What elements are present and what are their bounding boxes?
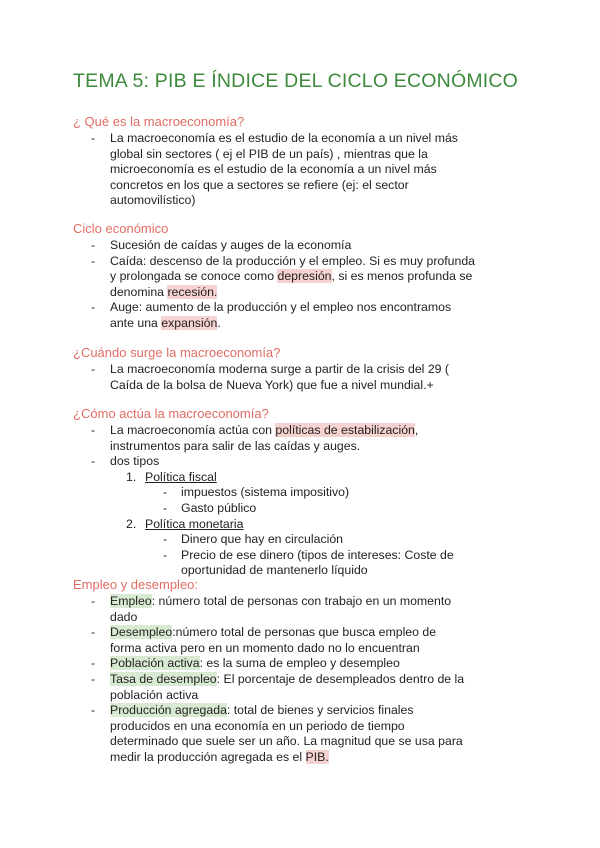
text-line: La macroeconomía es el estudio de la economía a un nivel más <box>110 131 458 145</box>
bullet-item <box>73 454 543 470</box>
section-economic-cycle <box>73 220 543 332</box>
sub-bullet-item <box>73 548 543 579</box>
dash-bullet: - <box>163 485 168 500</box>
dash-bullet: - <box>163 500 168 515</box>
bullet-item <box>73 131 543 209</box>
text-line: Auge: aumento de la producción y el empleo nos encontramos <box>110 300 452 315</box>
text-line: La macroeconomía actúa con políticas de estabilización, <box>110 423 419 437</box>
dash-bullet: - <box>91 656 96 671</box>
section-heading: ¿ Qué es la macroeconomía? <box>73 114 245 129</box>
section-when-macroeconomics <box>73 344 543 393</box>
sub-bullet-item <box>73 501 543 517</box>
section-employment <box>73 576 543 766</box>
text-line: oportunidad de mantenerlo líquido <box>181 563 368 578</box>
text-line: instrumentos para salir de las caídas y auges. <box>110 438 361 453</box>
text-line: y prolongada se conoce como depresión, si es menos profunda se <box>110 269 473 284</box>
highlight-depresion: depresión <box>277 269 332 284</box>
bullet-item <box>73 656 543 672</box>
item-number: 1. <box>126 469 137 484</box>
text-line: impuestos (sistema impositivo) <box>181 485 350 500</box>
text-line: Caída: descenso de la producción y el empleo. Si es muy profunda <box>110 253 476 268</box>
text-line: producidos en una economía en un periodo de tiempo <box>110 718 405 733</box>
text-line: dado <box>110 609 138 624</box>
text-line: dos tipos <box>110 454 160 469</box>
text-line: Empleo: número total de personas con trabajo en un momento <box>110 594 452 608</box>
text-line: ante una expansión. <box>110 315 221 330</box>
text-line: automovilístico) <box>110 193 196 208</box>
dash-bullet: - <box>91 703 96 718</box>
highlight-politicas: políticas de estabilización <box>275 423 415 437</box>
highlight-desempleo: Desempleo <box>110 625 173 640</box>
dash-bullet: - <box>91 362 96 376</box>
dash-bullet: - <box>91 423 96 437</box>
section-how-macroeconomics-acts <box>73 405 543 579</box>
sub-bullet-item <box>73 485 543 501</box>
text-line: población activa <box>110 687 199 702</box>
text-line: forma activa pero en un momento dado no lo encuentran <box>110 640 420 655</box>
text-line: Caída de la bolsa de Nueva York) que fue a nivel mundial.+ <box>110 377 434 392</box>
item-number: 2. <box>126 516 137 531</box>
highlight-recesion: recesión. <box>167 284 218 299</box>
dash-bullet: - <box>91 671 96 686</box>
text-line: La macroeconomía moderna surge a partir de la crisis del 29 ( <box>110 362 450 376</box>
bullet-item <box>73 672 543 703</box>
text-line: Población activa: es la suma de empleo y desempleo <box>110 656 400 671</box>
text-line: Precio de ese dinero (tipos de intereses: Coste de <box>181 547 454 562</box>
text-line: denomina recesión. <box>110 284 218 299</box>
dash-bullet: - <box>91 238 96 252</box>
section-heading: ¿Cómo actúa la macroeconomía? <box>73 406 269 421</box>
highlight-expansion: expansión <box>161 315 218 330</box>
section-heading: Ciclo económico <box>73 221 169 236</box>
bullet-item <box>73 703 543 765</box>
text-line: medir la producción agregada es el PIB. <box>110 749 329 764</box>
text-line: Dinero que hay en circulación <box>181 532 344 547</box>
highlight-empleo: Empleo <box>110 594 152 608</box>
page-title: TEMA 5: PIB E ÍNDICE DEL CICLO ECONÓMICO <box>73 70 519 92</box>
text-line: Gasto público <box>181 500 257 515</box>
highlight-pib: PIB. <box>305 749 329 764</box>
numbered-item-fiscal <box>73 470 543 486</box>
sub-bullet-item <box>73 532 543 548</box>
text-line: determinado que suele ser un año. La magnitud que se usa para <box>110 734 463 749</box>
dash-bullet: - <box>91 300 96 315</box>
dash-bullet: - <box>91 594 96 608</box>
dash-bullet: - <box>163 547 168 562</box>
dash-bullet: - <box>91 625 96 640</box>
section-heading: Empleo y desempleo: <box>73 577 199 592</box>
highlight-tasa-desempleo: Tasa de desempleo <box>110 671 217 686</box>
text-line: Desempleo:número total de personas que busca empleo de <box>110 625 437 640</box>
highlight-produccion-agregada: Producción agregada <box>110 703 227 718</box>
dash-bullet: - <box>91 454 96 469</box>
dash-bullet: - <box>91 131 96 145</box>
highlight-poblacion-activa: Población activa <box>110 656 200 671</box>
text-line: concretos en los que a sectores se refiere (ej: el sector <box>110 177 409 192</box>
dash-bullet: - <box>163 532 168 547</box>
bullet-item <box>73 362 543 393</box>
item-label: Política fiscal <box>145 469 217 484</box>
bullet-item <box>73 423 543 454</box>
bullet-item <box>73 254 543 301</box>
bullet-item <box>73 238 543 254</box>
text-line: Sucesión de caídas y auges de la economía <box>110 238 352 252</box>
section-heading: ¿Cuándo surge la macroeconomía? <box>73 345 281 360</box>
section-what-is-macroeconomics <box>73 113 543 209</box>
bullet-item <box>73 300 543 331</box>
item-label: Política monetaria <box>145 516 244 531</box>
numbered-item-monetary <box>73 517 543 533</box>
text-line: global sin sectores ( ej el PIB de un país) , mientras que la <box>110 146 428 161</box>
bullet-item <box>73 594 543 625</box>
dash-bullet: - <box>91 253 96 268</box>
bullet-item <box>73 625 543 656</box>
text-line: Producción agregada: total de bienes y servicios finales <box>110 703 414 718</box>
text-line: Tasa de desempleo: El porcentaje de desempleados dentro de la <box>110 671 465 686</box>
text-line: microeconomía es el estudio de la economía a un nivel más <box>110 162 437 177</box>
